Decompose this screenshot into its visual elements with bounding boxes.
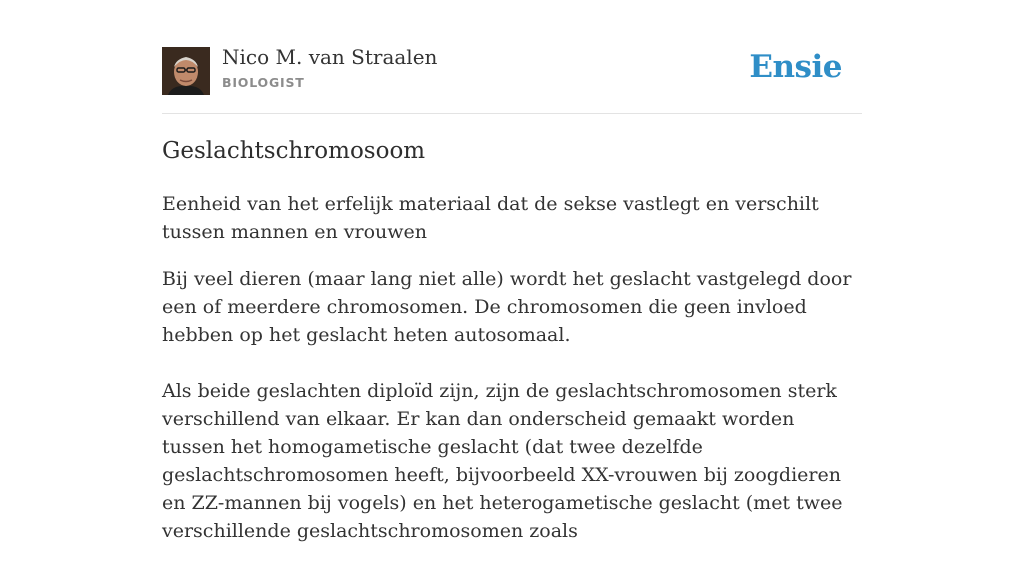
body-paragraph: Bij veel dieren (maar lang niet alle) wordt het geslacht vastgelegd door een of meerdere chromosomen. De chromosomen die geen invloed hebben op het geslacht heten autosomaal. [162,268,852,346]
author-name[interactable]: Nico M. van Straalen [222,45,438,69]
avatar[interactable] [162,47,210,95]
article-title: Geslachtschromosoom [162,138,426,164]
author-role: BIOLOGIST [222,75,305,90]
article-lead: Eenheid van het erfelijk materiaal dat de sekse vastlegt en verschilt tussen mannen en vrouwen [162,193,819,243]
article-body [162,265,862,573]
author-header [162,0,862,114]
brand-logo[interactable]: Ensie [749,49,842,85]
author-portrait-icon [162,47,210,95]
body-paragraph: Als beide geslachten diploïd zijn, zijn de geslachtschromosomen sterk verschillend van elkaar. Er kan dan onderscheid gemaakt worden tussen het homogametische geslacht (dat twee dezelfde geslachtschromosomen heeft, bijvoorbeeld XX-vrouwen bij zoogdieren en ZZ-mannen bij vogels) en het heterogametische geslacht (met twee verschillende geslachtschromosomen zoals [162,380,843,542]
article-card [162,0,862,542]
